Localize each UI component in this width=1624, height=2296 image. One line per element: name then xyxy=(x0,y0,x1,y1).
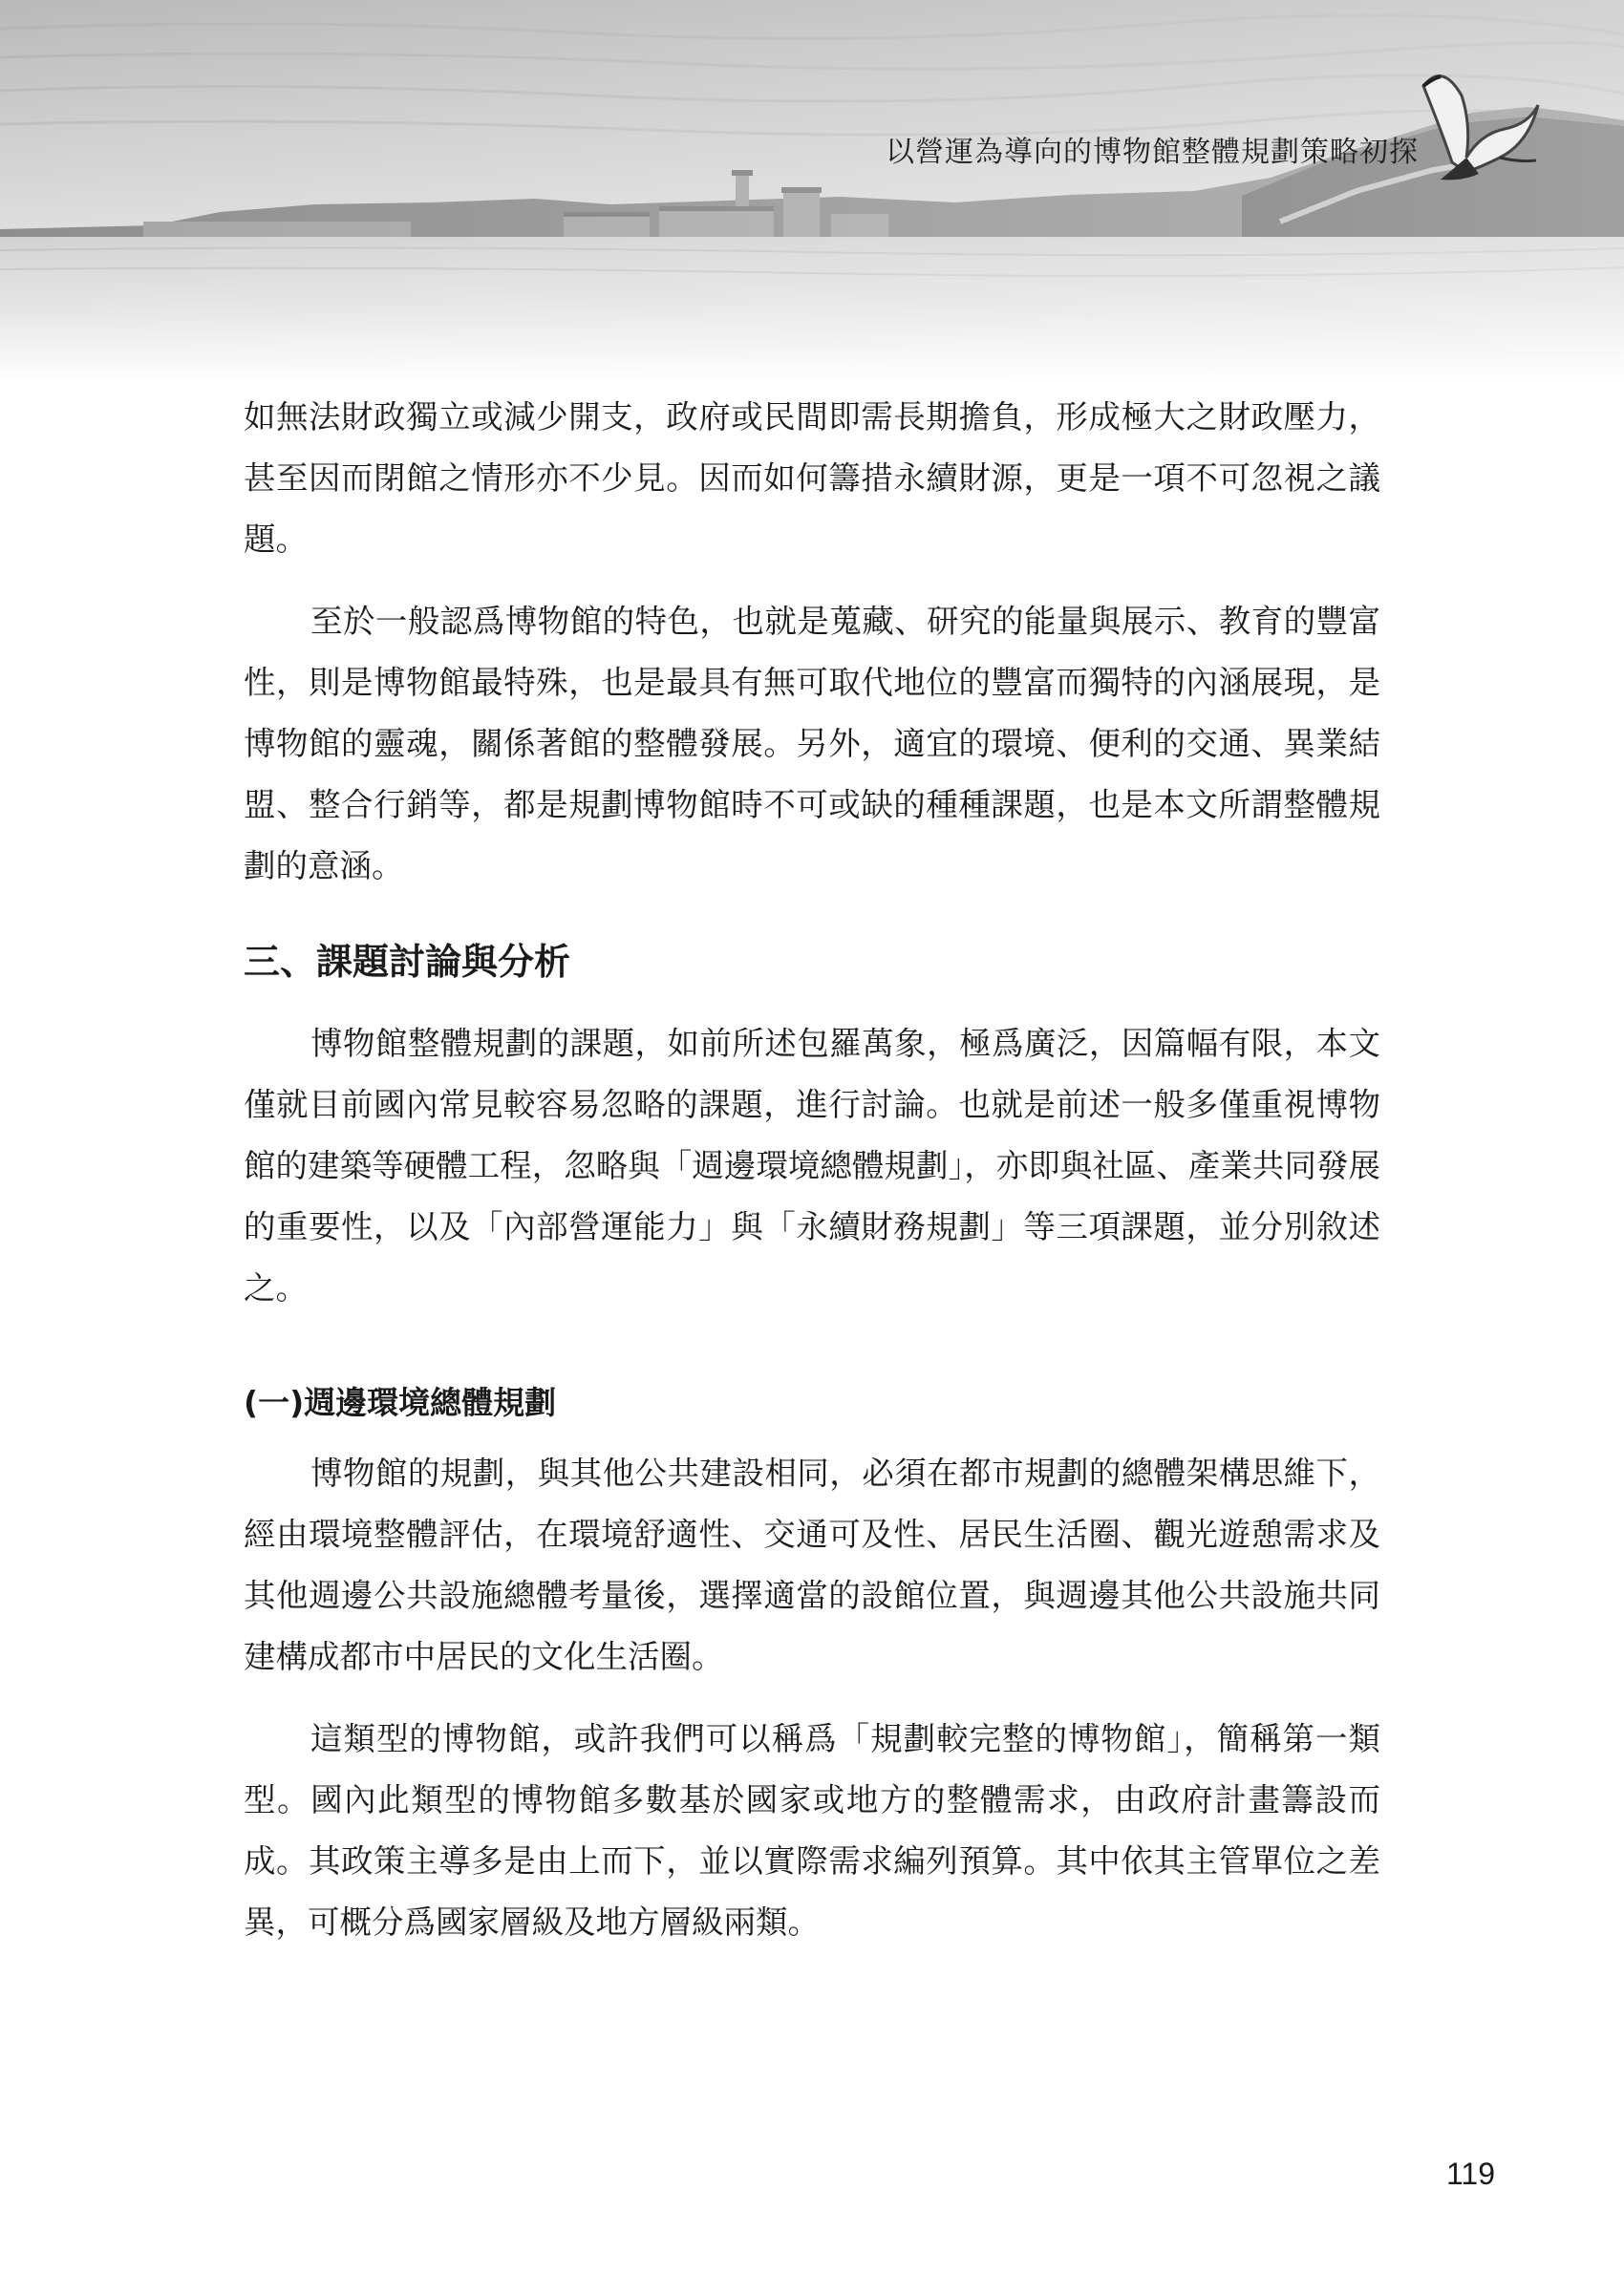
paragraph-3: 博物館整體規劃的課題，如前所述包羅萬象，極爲廣泛，因篇幅有限，本文僅就目前國內常見較容易忽略的課題，進行討論。也就是前述一般多僅重視博物館的建築等硬體工程，忽略與「週邊環境總體規劃」，亦即與社區、產業共同發展的重要性，以及「內部營運能力」與「永續財務規劃」等三項課題，並分別敘述之。 xyxy=(244,1025,1380,1307)
running-title: 以營運為導向的博物館整體規劃策略初探 xyxy=(886,136,1419,169)
paragraph-4: 博物館的規劃，與其他公共建設相同，必須在都市規劃的總體架構思維下，經由環境整體評估，在環境舒適性、交通可及性、居民生活圈、觀光遊憩需求及其他週邊公共設施總體考量後，選擇適當的設館位置，與週邊其他公共設施共同建構成都市中居民的文化生活圈。 xyxy=(244,1455,1380,1675)
page-number: 119 xyxy=(1445,2157,1495,2191)
paragraph-5: 這類型的博物館，或許我們可以稱爲「規劃較完整的博物館」，簡稱第一類型。國內此類型的博物館多數基於國家或地方的整體需求，由政府計畫籌設而成。其政策主導多是由上而下，並以實際需求編列預算。其中依其主管單位之差異，可概分爲國家層級及地方層級兩類。 xyxy=(244,1720,1380,1941)
article-body xyxy=(244,387,1380,1974)
sub-heading: (一)週邊環境總體規劃 xyxy=(244,1384,557,1421)
paragraph-2: 至於一般認爲博物館的特色，也就是蒐藏、研究的能量與展示、教育的豐富性，則是博物館最特殊，也是最具有無可取代地位的豐富而獨特的內涵展現，是博物館的靈魂，關係著館的整體發展。另外，適宜的環境、便利的交通、異業結盟、整合行銷等，都是規劃博物館時不可或缺的種種課題，也是本文所謂整體規劃的意涵。 xyxy=(244,603,1380,884)
coastal-landscape-photo xyxy=(0,0,1624,382)
paragraph-1: 如無法財政獨立或減少開支，政府或民間即需長期擔負，形成極大之財政壓力，甚至因而閉館之情形亦不少見。因而如何籌措永續財源，更是一項不可忽視之議題。 xyxy=(244,398,1380,558)
section-heading: 三、課題討論與分析 xyxy=(244,941,571,983)
header-banner xyxy=(0,0,1624,382)
